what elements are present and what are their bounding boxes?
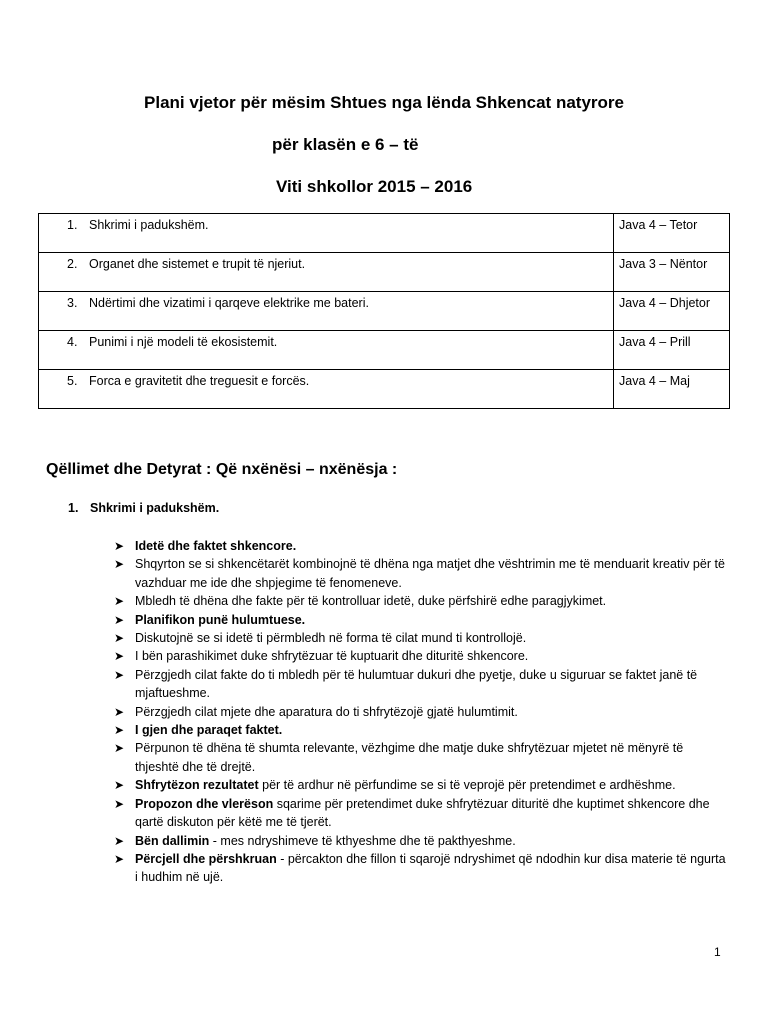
objective-item <box>114 739 730 776</box>
plan-topic-cell <box>39 253 614 292</box>
plan-week: Java 4 – Tetor <box>614 214 730 253</box>
objective-text: Shqyrton se si shkencëtarët kombinojnë të dhëna nga matjet dhe vështrimin me të menduarit kreativ për të vazhduar me ide dhe shpjegime të fenomeneve. <box>135 557 725 590</box>
plan-row-number: 2. <box>67 257 78 271</box>
objective-item <box>114 629 730 647</box>
objective-text: - mes ndryshimeve të kthyeshme dhe të pakthyeshme. <box>209 833 516 848</box>
arrow-bullet-icon: ➤ <box>114 796 125 811</box>
plan-topic-cell <box>39 292 614 331</box>
objective-bold-text: Planifikon punë hulumtuese. <box>135 612 306 627</box>
arrow-bullet-icon: ➤ <box>114 704 125 719</box>
arrow-bullet-icon: ➤ <box>114 557 125 572</box>
plan-table <box>38 213 730 409</box>
objective-text: sqarime për pretendimet duke shfrytëzuar dituritë dhe kuptimet shkencore dhe qartë diskuton për këtë me të tjerët. <box>135 796 710 830</box>
objective-text: Përzgjedh cilat fakte do ti mbledh për të hulumtuar dukuri dhe pyetje, duke u siguruar se faktet janë të mjaftueshme. <box>135 667 698 701</box>
arrow-bullet-icon: ➤ <box>114 649 125 664</box>
plan-row-number: 3. <box>67 296 78 310</box>
objective-bold-text: Përcjell dhe përshkruan <box>135 851 277 866</box>
arrow-bullet-icon: ➤ <box>114 594 125 609</box>
plan-topic: Punimi i një modeli të ekosistemit. <box>89 335 278 349</box>
document-subtitle-class: për klasën e 6 – të <box>272 135 419 154</box>
plan-table-row <box>39 214 730 253</box>
plan-topic: Ndërtimi dhe vizatimi i qarqeve elektrike me bateri. <box>89 296 369 310</box>
objective-text: Përzgjedh cilat mjete dhe aparatura do ti shfrytëzojë gjatë hulumtimit. <box>135 704 518 719</box>
plan-row-number: 1. <box>67 218 78 232</box>
objective-item <box>114 537 730 555</box>
objectives-list <box>114 537 730 887</box>
plan-week: Java 4 – Dhjetor <box>614 292 730 331</box>
objective-item <box>114 795 730 832</box>
page-number: 1 <box>714 945 721 959</box>
plan-topic: Organet dhe sistemet e trupit të njeriut. <box>89 257 306 271</box>
document-title: Plani vjetor për mësim Shtues nga lënda Shkencat natyrore <box>144 93 624 112</box>
plan-week: Java 4 – Maj <box>614 370 730 409</box>
arrow-bullet-icon: ➤ <box>114 778 125 793</box>
arrow-bullet-icon: ➤ <box>114 833 125 848</box>
objective-item <box>114 592 730 610</box>
objective-item <box>114 776 730 794</box>
objective-item <box>114 666 730 703</box>
objective-text: Diskutojnë se si idetë ti përmbledh në forma të cilat mund ti kontrollojë. <box>135 631 527 646</box>
plan-table-row <box>39 292 730 331</box>
plan-week: Java 3 – Nëntor <box>614 253 730 292</box>
arrow-bullet-icon: ➤ <box>114 631 125 646</box>
objective-text: Përpunon të dhëna të shumta relevante, vëzhgime dhe matje duke shfrytëzuar mjetet në mënyrë të thjeshtë dhe të drejtë. <box>135 741 684 774</box>
arrow-bullet-icon: ➤ <box>114 741 125 756</box>
plan-row-number: 4. <box>67 335 78 349</box>
plan-table-row <box>39 370 730 409</box>
objective-bold-text: Idetë dhe faktet shkencore. <box>135 539 297 553</box>
objective-item <box>114 721 730 739</box>
objective-text: për të ardhur në përfundime se si të veprojë për pretendimet e ardhëshme. <box>258 778 676 793</box>
objective-text: I bën parashikimet duke shfrytëzuar të kuptuarit dhe dituritë shkencore. <box>135 649 529 664</box>
plan-table-row <box>39 253 730 292</box>
objective-item <box>114 850 730 887</box>
arrow-bullet-icon: ➤ <box>114 851 125 866</box>
objective-text: - përcakton dhe fillon ti sqarojë ndryshimet që ndodhin kur disa materie të ngurta i hudhim në ujë. <box>135 851 726 885</box>
plan-topic-cell <box>39 331 614 370</box>
plan-table-row <box>39 331 730 370</box>
plan-topic: Forca e gravitetit dhe treguesit e forcës. <box>89 374 310 388</box>
objective-bold-text: I gjen dhe paraqet faktet. <box>135 723 283 738</box>
objective-item <box>114 611 730 629</box>
objective-bold-text: Propozon dhe vlerëson <box>135 796 274 811</box>
plan-topic: Shkrimi i padukshëm. <box>89 218 209 232</box>
objective-item <box>114 555 730 592</box>
objectives-subheading-number: 1. <box>68 501 79 515</box>
arrow-bullet-icon: ➤ <box>114 667 125 682</box>
objective-text: Mbledh të dhëna dhe fakte për të kontrolluar idetë, duke përfshirë edhe paragjykimet. <box>135 594 607 609</box>
objective-item <box>114 647 730 665</box>
objective-bold-text: Shfrytëzon rezultatet <box>135 778 259 793</box>
objectives-heading: Qëllimet dhe Detyrat : Që nxënësi – nxënësja : <box>46 461 398 478</box>
objective-item <box>114 832 730 850</box>
plan-row-number: 5. <box>67 374 78 388</box>
arrow-bullet-icon: ➤ <box>114 539 125 553</box>
objectives-subheading <box>68 501 219 515</box>
plan-topic-cell <box>39 370 614 409</box>
objective-bold-text: Bën dallimin <box>135 833 210 848</box>
plan-topic-cell <box>39 214 614 253</box>
objective-item <box>114 703 730 721</box>
document-subtitle-year: Viti shkollor 2015 – 2016 <box>276 177 473 196</box>
arrow-bullet-icon: ➤ <box>114 723 125 738</box>
plan-week: Java 4 – Prill <box>614 331 730 370</box>
objectives-subheading-text: Shkrimi i padukshëm. <box>90 501 220 515</box>
arrow-bullet-icon: ➤ <box>114 612 125 627</box>
